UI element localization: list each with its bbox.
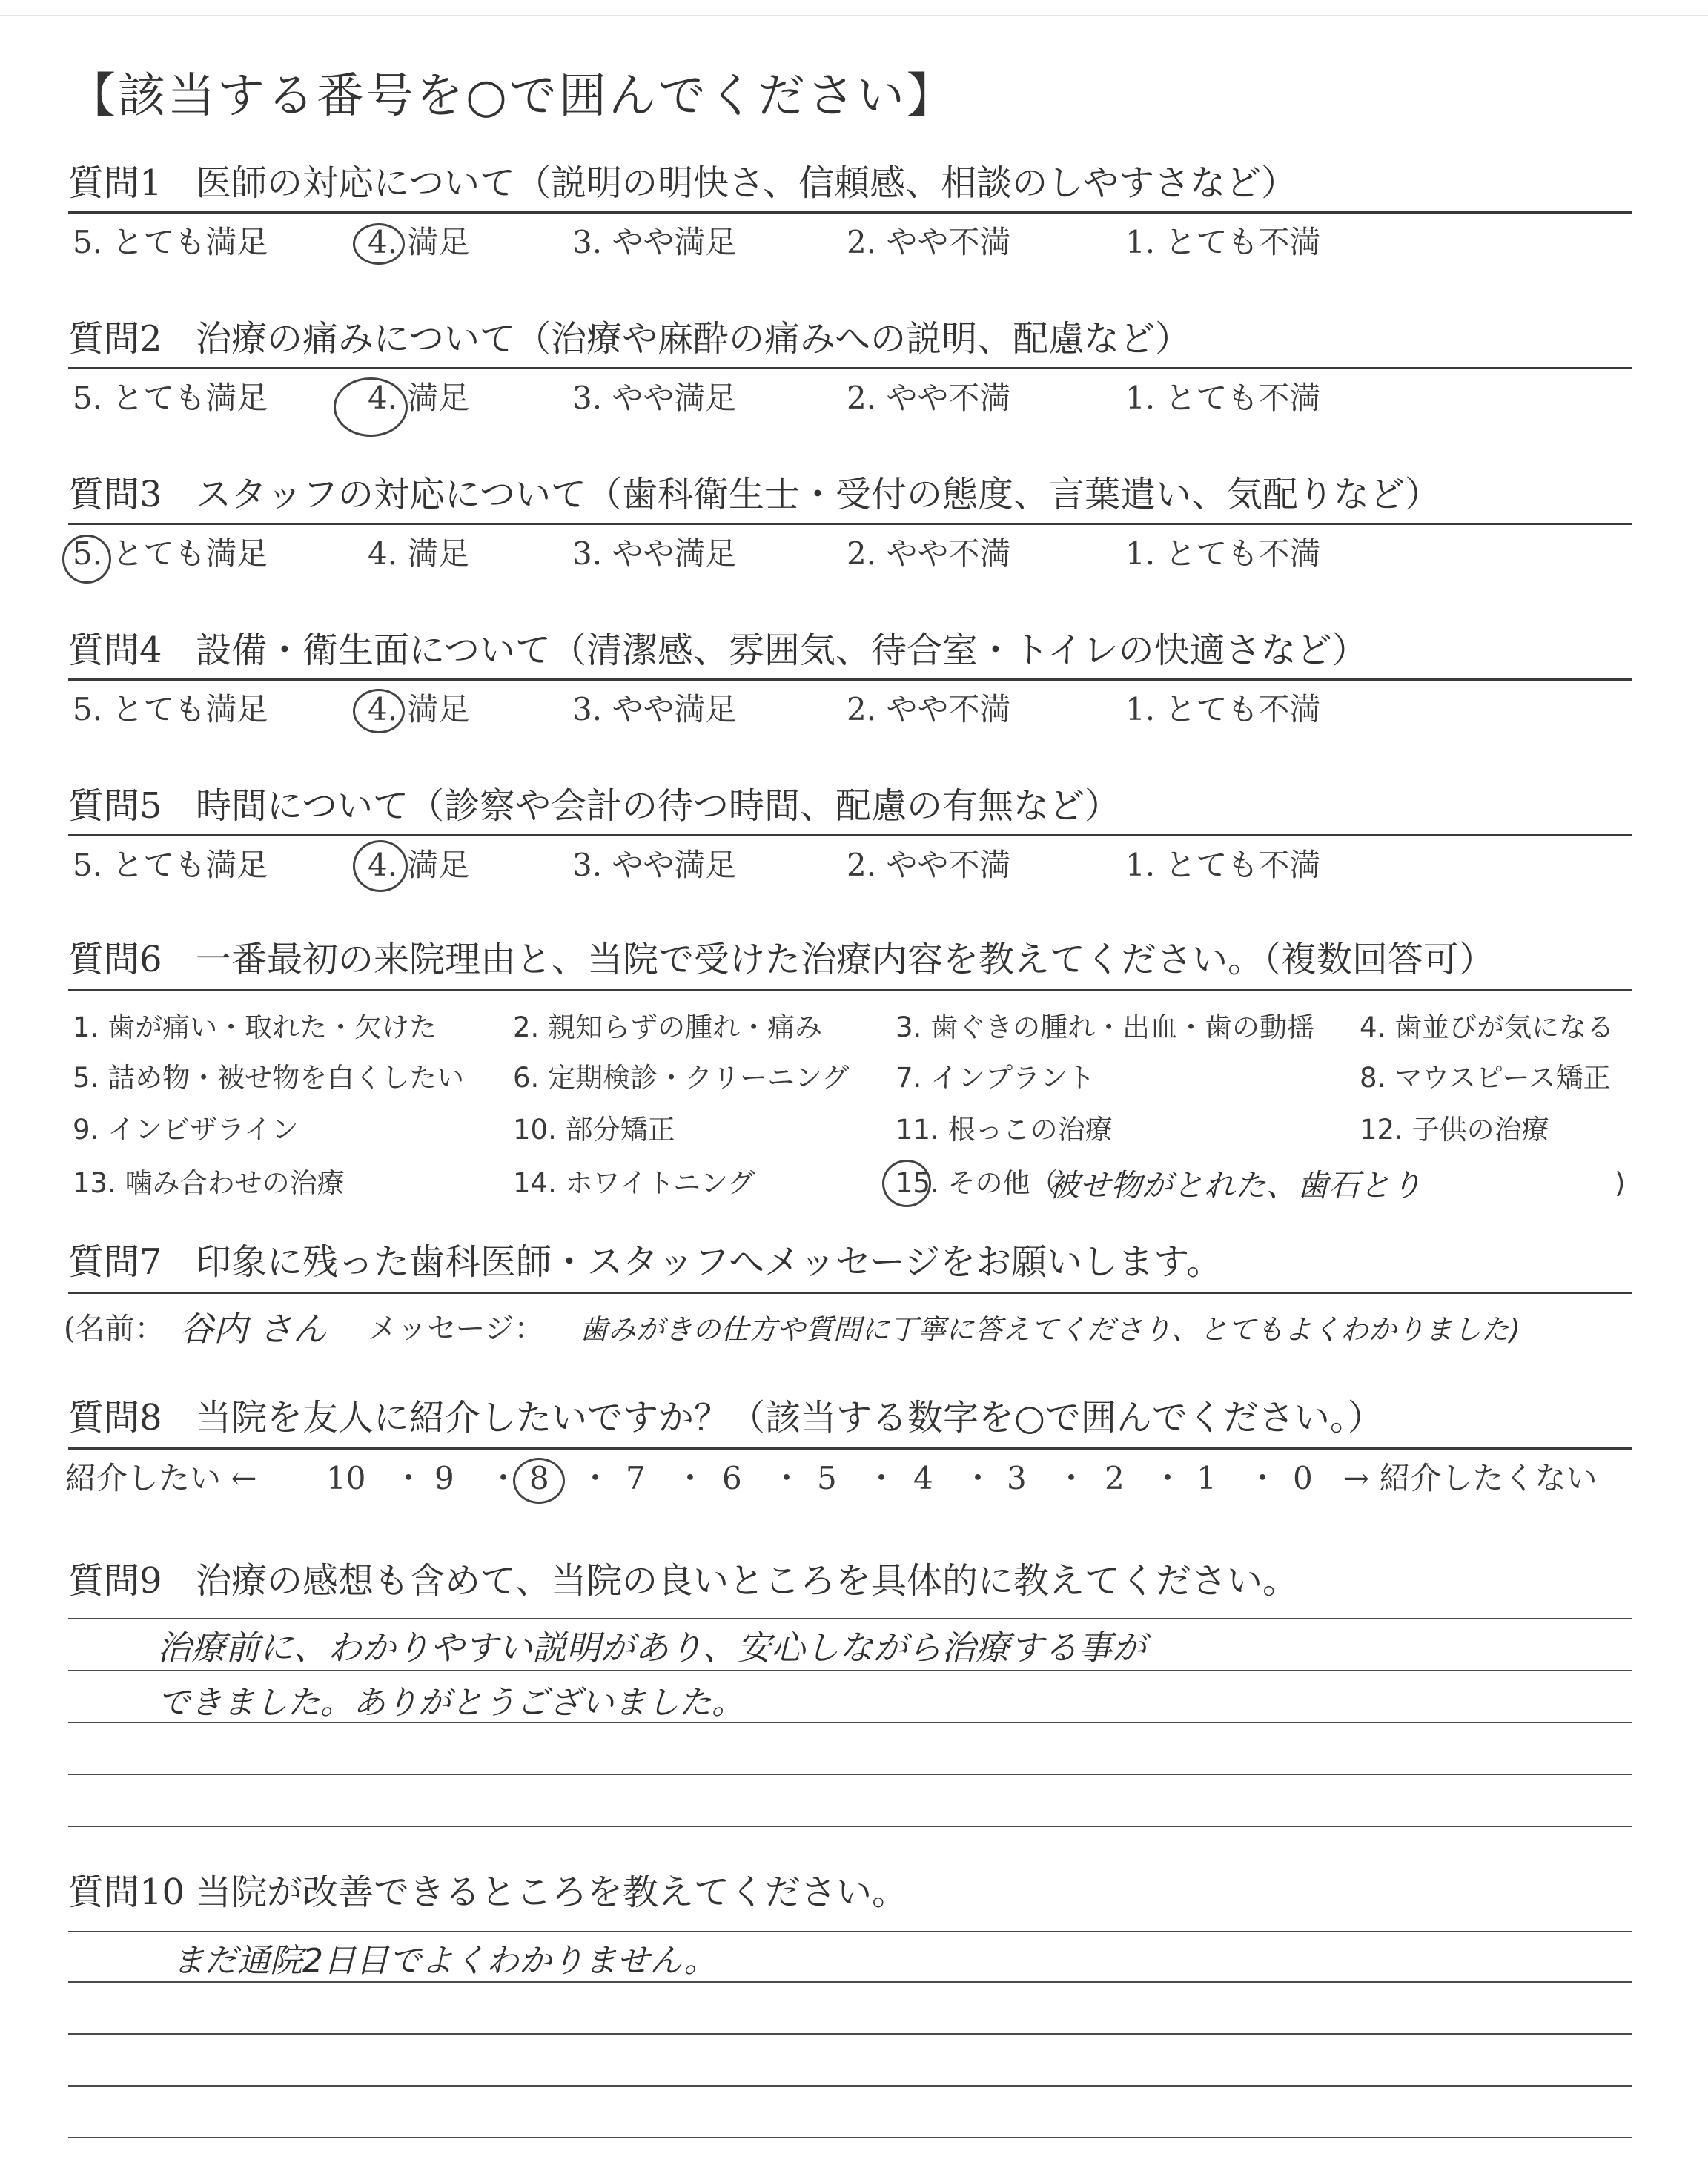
question-2-options	[68, 376, 1632, 420]
question-7-label: 質問7	[68, 1241, 162, 1283]
question-8	[65, 1394, 1632, 1496]
q8-number-3[interactable]: 3	[1007, 1460, 1027, 1496]
question-7-heading	[68, 1238, 1632, 1286]
question-6	[68, 936, 1632, 1203]
q8-number-4[interactable]: 4	[913, 1460, 933, 1496]
q8-right-label: → 紹介したくない	[1343, 1460, 1598, 1496]
q6-option-5[interactable]: 5. 詰め物・被せ物を白くしたい	[73, 1062, 465, 1094]
question-7-rule	[68, 1292, 1632, 1294]
q3-option-1[interactable]: 1. とても不満	[1125, 535, 1321, 572]
q6-option-10[interactable]: 10. 部分矯正	[513, 1114, 675, 1146]
q9-writing-line	[68, 1774, 1632, 1775]
q10-writing-line	[68, 2085, 1632, 2087]
question-2-label: 質問2	[68, 318, 162, 360]
q2-option-2[interactable]: 2. やや不満	[847, 380, 1011, 416]
q6-option-9[interactable]: 9. インビザライン	[73, 1114, 299, 1146]
q2-answer-circle	[334, 377, 408, 437]
question-7-text: 印象に残った歯科医師・スタッフへメッセージをお願いします。	[196, 1241, 1222, 1283]
q6-other-handwritten: 被せ物がとれた、歯石とり	[1048, 1167, 1423, 1203]
question-4-text: 設備・衛生面について（清潔感、雰囲気、待合室・トイレの快適さなど）	[196, 630, 1368, 671]
question-1-options	[68, 220, 1632, 265]
q1-option-3[interactable]: 3. やや満足	[572, 224, 737, 260]
question-1-rule	[68, 211, 1632, 214]
q8-separator: ・	[675, 1460, 706, 1496]
q8-separator: ・	[771, 1460, 803, 1496]
q2-option-5[interactable]: 5. とても満足	[73, 380, 268, 416]
q9-handwritten-line-1: 治療前に、わかりやすい説明があり、安心しながら治療する事が	[157, 1628, 1146, 1668]
q8-number-6[interactable]: 6	[722, 1460, 742, 1496]
q8-separator: ・	[962, 1460, 994, 1496]
q8-separator: ・	[1152, 1460, 1184, 1496]
q9-writing-line	[68, 1670, 1632, 1671]
q6-option-12[interactable]: 12. 子供の治療	[1360, 1114, 1549, 1146]
q10-writing-line	[68, 2137, 1632, 2138]
q6-other-close-paren: )	[1615, 1167, 1626, 1199]
q10-writing-line	[68, 1931, 1632, 1932]
question-9-label: 質問9	[68, 1560, 162, 1602]
question-8-heading	[68, 1394, 1632, 1441]
question-2-text: 治療の痛みについて（治療や麻酔の痛みへの説明、配慮など）	[196, 318, 1191, 360]
question-4-heading	[68, 627, 1632, 674]
q2-option-3[interactable]: 3. やや満足	[572, 380, 737, 416]
question-3-options	[68, 532, 1632, 576]
q3-answer-circle	[62, 535, 111, 584]
q8-number-7[interactable]: 7	[626, 1460, 646, 1496]
question-8-label: 質問8	[68, 1397, 162, 1439]
q4-option-3[interactable]: 3. やや満足	[572, 691, 737, 727]
q3-option-3[interactable]: 3. やや満足	[572, 535, 737, 572]
q6-option-3[interactable]: 3. 歯ぐきの腫れ・出血・歯の動揺	[896, 1011, 1315, 1043]
question-10-text: 当院が改善できるところを教えてください。	[196, 1872, 908, 1913]
question-9-text: 治療の感想も含めて、当院の良いところを具体的に教えてください。	[196, 1560, 1299, 1602]
q3-option-5[interactable]: 5. とても満足	[73, 535, 268, 572]
question-4	[68, 627, 1632, 727]
question-1-text: 医師の対応について（説明の明快さ、信頼感、相談のしやすさなど）	[196, 162, 1297, 204]
q10-writing-line	[68, 2033, 1632, 2035]
question-9-heading	[68, 1557, 1632, 1605]
q8-number-5[interactable]: 5	[817, 1460, 837, 1496]
q4-option-2[interactable]: 2. やや不満	[847, 691, 1011, 727]
q8-number-1[interactable]: 1	[1196, 1460, 1217, 1496]
q9-writing-line	[68, 1618, 1632, 1619]
q8-separator: ・	[488, 1460, 520, 1496]
question-6-heading	[68, 936, 1632, 983]
q4-option-5[interactable]: 5. とても満足	[73, 691, 268, 727]
question-1	[68, 159, 1632, 260]
q6-option-13[interactable]: 13. 噛み合わせの治療	[73, 1167, 345, 1199]
q4-option-4[interactable]: 4. 満足	[368, 691, 470, 727]
q10-handwritten-line-1: まだ通院2日目でよくわかりません。	[172, 1942, 717, 1980]
q4-answer-circle	[353, 689, 405, 733]
q7-name-label: (名前：	[64, 1312, 165, 1346]
q9-handwritten-line-2: できました。ありがとうございました。	[157, 1684, 744, 1722]
q7-message-label: メッセージ：	[368, 1312, 544, 1346]
q8-answer-circle	[513, 1458, 565, 1504]
q6-option-15[interactable]: 15. その他（	[896, 1167, 1058, 1199]
q5-answer-circle	[353, 840, 408, 892]
question-5-label: 質問5	[68, 785, 162, 827]
q3-option-4[interactable]: 4. 満足	[368, 535, 470, 572]
question-6-label: 質問6	[68, 939, 162, 980]
q1-option-5[interactable]: 5. とても満足	[73, 224, 268, 260]
question-10-label: 質問10	[68, 1872, 185, 1913]
page-top-edge	[0, 15, 1708, 16]
q8-separator: ・	[866, 1460, 898, 1496]
q6-option-2[interactable]: 2. 親知らずの腫れ・痛み	[513, 1011, 823, 1043]
q8-separator: ・	[393, 1460, 425, 1496]
question-6-rule	[68, 989, 1632, 991]
question-4-options	[68, 687, 1632, 732]
question-5-heading	[68, 782, 1632, 830]
q9-writing-line	[68, 1826, 1632, 1827]
q6-option-8[interactable]: 8. マウスピース矯正	[1360, 1062, 1611, 1094]
question-2	[68, 315, 1632, 416]
q1-option-1[interactable]: 1. とても不満	[1125, 224, 1321, 260]
q1-option-2[interactable]: 2. やや不満	[847, 224, 1011, 260]
q8-scale	[65, 1456, 1647, 1501]
q6-answer-circle	[882, 1160, 931, 1207]
question-6-text: 一番最初の来院理由と、当院で受けた治療内容を教えてください。（複数回答可）	[196, 939, 1495, 980]
question-5-options	[68, 843, 1632, 888]
question-3	[68, 471, 1632, 572]
q6-option-4[interactable]: 4. 歯並びが気になる	[1360, 1011, 1615, 1043]
q2-option-4[interactable]: 4. 満足	[368, 380, 470, 416]
q1-option-4[interactable]: 4. 満足	[368, 224, 470, 260]
question-5-text: 時間について（診察や会計の待つ時間、配慮の有無など）	[196, 785, 1121, 827]
question-5	[68, 782, 1632, 883]
question-8-rule	[68, 1447, 1632, 1450]
q7-message-handwritten: 歯みがきの仕方や質問に丁寧に答えてくださり、とてもよくわかりました)	[580, 1313, 1520, 1346]
q7-name-handwritten: 谷内 さん	[179, 1309, 327, 1349]
q6-option-11[interactable]: 11. 根っこの治療	[896, 1114, 1113, 1146]
q5-option-1[interactable]: 1. とても不満	[1125, 847, 1321, 883]
q8-number-2[interactable]: 2	[1105, 1460, 1125, 1496]
question-3-label: 質問3	[68, 474, 162, 515]
q8-number-0[interactable]: 0	[1293, 1460, 1313, 1496]
q8-separator: ・	[580, 1460, 612, 1496]
q1-answer-circle	[353, 223, 405, 265]
q3-option-2[interactable]: 2. やや不満	[847, 535, 1011, 572]
q8-left-label: 紹介したい ←	[65, 1460, 257, 1496]
question-10	[68, 1869, 1632, 1980]
q8-number-10[interactable]: 10	[326, 1460, 366, 1496]
question-9	[68, 1557, 1632, 1722]
q5-option-5[interactable]: 5. とても満足	[73, 847, 268, 883]
question-4-rule	[68, 678, 1632, 681]
page-title: 【該当する番号を○で囲んでください】	[68, 69, 956, 124]
q5-option-3[interactable]: 3. やや満足	[572, 847, 737, 883]
q8-separator: ・	[1056, 1460, 1088, 1496]
question-1-label: 質問1	[68, 162, 162, 204]
q4-option-1[interactable]: 1. とても不満	[1125, 691, 1321, 727]
q8-number-9[interactable]: 9	[434, 1460, 454, 1496]
q6-option-14[interactable]: 14. ホワイトニング	[513, 1167, 755, 1199]
question-4-label: 質問4	[68, 630, 162, 671]
q6-option-6[interactable]: 6. 定期検診・クリーニング	[513, 1062, 850, 1094]
question-3-rule	[68, 523, 1632, 525]
q2-option-1[interactable]: 1. とても不満	[1125, 380, 1321, 416]
question-3-heading	[68, 471, 1632, 518]
question-2-heading	[68, 315, 1632, 363]
q8-number-8[interactable]: 8	[529, 1460, 549, 1496]
q10-writing-line	[68, 1981, 1632, 1983]
q8-separator: ・	[1247, 1460, 1279, 1496]
question-8-text: 当院を友人に紹介したいですか？（該当する数字を○で囲んでください。）	[196, 1397, 1383, 1439]
question-7	[64, 1238, 1632, 1349]
question-5-rule	[68, 834, 1632, 836]
q5-option-4[interactable]: 4. 満足	[368, 847, 470, 883]
q6-option-1[interactable]: 1. 歯が痛い・取れた・欠けた	[73, 1011, 437, 1043]
question-2-rule	[68, 367, 1632, 369]
q5-option-2[interactable]: 2. やや不満	[847, 847, 1011, 883]
question-3-text: スタッフの対応について（歯科衛生士・受付の態度、言葉遣い、気配りなど）	[196, 474, 1441, 515]
question-10-heading	[68, 1869, 1632, 1916]
q6-option-7[interactable]: 7. インプラント	[896, 1062, 1096, 1094]
question-1-heading	[68, 159, 1632, 207]
